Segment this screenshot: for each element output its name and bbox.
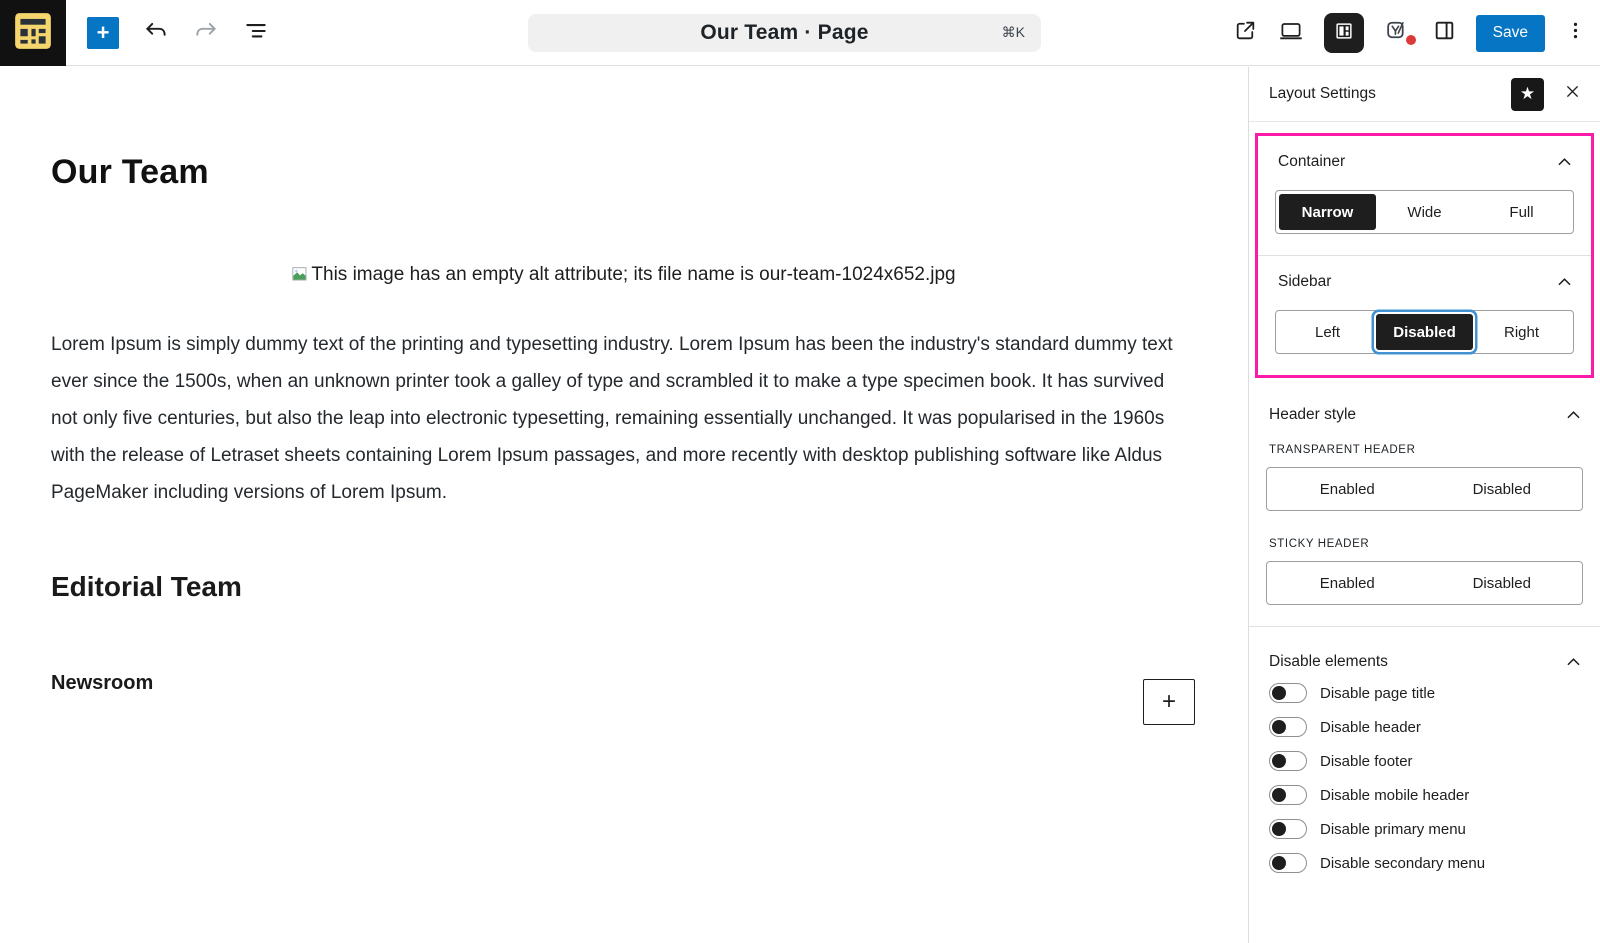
editor-top-bar <box>0 0 1600 66</box>
star-icon: ★ <box>1519 84 1536 103</box>
toggle-knob <box>1272 686 1286 700</box>
site-logo-icon <box>12 10 54 57</box>
toggle-row-disable-footer <box>1266 749 1583 773</box>
page-title[interactable]: Our Team <box>51 153 209 191</box>
toggle-label: Disable primary menu <box>1320 820 1466 838</box>
header-style-label: Header style <box>1269 406 1357 423</box>
command-shortcut: ⌘K <box>1001 24 1025 40</box>
sidebar-option-disabled[interactable]: Disabled <box>1376 314 1473 350</box>
toggle-row-disable-page-title <box>1266 681 1583 705</box>
disable-elements-panel <box>1249 626 1600 896</box>
document-title: Our Team · Page <box>700 21 869 44</box>
yoast-seo-button[interactable] <box>1383 20 1413 46</box>
toggle-label: Disable footer <box>1320 752 1413 770</box>
toggle-knob <box>1272 754 1286 768</box>
broken-image-alt-text: This image has an empty alt attribute; its file name is our-team-1024x652.jpg <box>311 264 956 285</box>
layout-icon <box>1333 20 1355 47</box>
sticky-header-disabled[interactable]: Disabled <box>1472 574 1531 592</box>
close-sidebar-button[interactable] <box>1559 81 1585 107</box>
kebab-menu-icon <box>1564 19 1587 47</box>
toggle-row-disable-secondary-menu <box>1266 851 1583 875</box>
toggle-label: Disable header <box>1320 718 1421 736</box>
sidebar-header <box>1249 67 1600 122</box>
transparent-header-control <box>1266 467 1583 511</box>
sidebar-panel-header[interactable] <box>1275 271 1574 291</box>
redo-icon <box>193 18 219 49</box>
favorite-button[interactable] <box>1511 78 1544 111</box>
block-inserter-button[interactable] <box>87 17 119 49</box>
broken-image-block[interactable] <box>0 264 1248 289</box>
container-option-wide[interactable]: Wide <box>1407 203 1442 221</box>
sidebar-segmented-control <box>1275 310 1574 354</box>
layout-settings-button[interactable] <box>1324 13 1364 53</box>
transparent-header-label: TRANSPARENT HEADER <box>1269 444 1416 456</box>
toggle-label: Disable secondary menu <box>1320 854 1486 872</box>
heading-newsroom[interactable]: Newsroom <box>51 672 154 694</box>
disable-mobile-header-toggle[interactable] <box>1269 785 1307 805</box>
save-button[interactable]: Save <box>1476 15 1545 52</box>
layout-settings-sidebar <box>1248 67 1600 943</box>
heading-editorial-team[interactable]: Editorial Team <box>51 571 242 602</box>
notification-dot <box>1406 35 1416 45</box>
options-menu-button[interactable] <box>1564 19 1587 47</box>
settings-sidebar-toggle[interactable] <box>1432 18 1457 48</box>
undo-button[interactable] <box>143 18 169 49</box>
toggle-knob <box>1272 788 1286 802</box>
transparent-header-disabled[interactable]: Disabled <box>1472 480 1531 498</box>
toggle-label: Disable page title <box>1320 684 1436 702</box>
disable-header-toggle[interactable] <box>1269 717 1307 737</box>
container-panel-header[interactable] <box>1275 151 1574 171</box>
list-view-icon <box>243 18 269 49</box>
toggle-label: Disable mobile header <box>1320 786 1470 804</box>
disable-elements-header[interactable] <box>1266 651 1583 671</box>
sidebar-panel-label: Sidebar <box>1278 273 1332 290</box>
editor-canvas[interactable] <box>0 67 1248 943</box>
laptop-icon <box>1277 17 1305 50</box>
paragraph-block[interactable]: Lorem Ipsum is simply dummy text of the printing and typesetting industry. Lorem Ipsum has been the industry's standard dummy text ever since the 1500s, when an unknown printer took a galley of type and scrambled it to make a type specimen book. It has survived not only five centuries, but also the leap into electronic typesetting, remaining essentially unchanged. It was popularised in the 1960s with the release of Letraset sheets containing Lorem Ipsum passages, and more recently with desktop publishing software like Aldus PageMaker including versions of Lorem Ipsum. <box>51 334 1173 503</box>
sidebar-panel <box>1258 255 1591 375</box>
sticky-header-control <box>1266 561 1583 605</box>
container-segmented-control <box>1275 190 1574 234</box>
sidebar-option-right[interactable]: Right <box>1503 323 1540 341</box>
disable-footer-toggle[interactable] <box>1269 751 1307 771</box>
toggle-row-disable-header <box>1266 715 1583 739</box>
sidebar-option-left[interactable]: Left <box>1314 323 1341 341</box>
toggle-row-disable-primary-menu <box>1266 817 1583 841</box>
preview-button[interactable] <box>1277 17 1305 50</box>
chevron-up-icon <box>1567 406 1580 424</box>
plus-icon: + <box>1161 688 1176 715</box>
broken-image-icon <box>292 266 309 289</box>
toggle-row-disable-mobile-header <box>1266 783 1583 807</box>
disable-primary-menu-toggle[interactable] <box>1269 819 1307 839</box>
external-link-icon <box>1233 18 1258 48</box>
highlight-annotation-box <box>1255 133 1594 378</box>
plus-icon: + <box>96 20 110 45</box>
close-icon <box>1563 82 1582 106</box>
site-logo[interactable] <box>0 0 66 66</box>
disable-elements-label: Disable elements <box>1269 653 1388 670</box>
disable-secondary-menu-toggle[interactable] <box>1269 853 1307 873</box>
toggle-knob <box>1272 822 1286 836</box>
header-style-panel-header[interactable] <box>1266 404 1583 424</box>
sidebar-title: Layout Settings <box>1269 85 1376 102</box>
sticky-header-enabled[interactable]: Enabled <box>1319 574 1375 592</box>
disable-page-title-toggle[interactable] <box>1269 683 1307 703</box>
list-view-button[interactable] <box>243 18 269 49</box>
transparent-header-enabled[interactable]: Enabled <box>1319 480 1375 498</box>
toggle-knob <box>1272 856 1286 870</box>
chevron-up-icon <box>1558 153 1571 171</box>
chevron-up-icon <box>1558 273 1571 291</box>
command-center[interactable] <box>528 14 1041 52</box>
chevron-up-icon <box>1567 653 1580 671</box>
add-block-button[interactable] <box>1143 679 1195 725</box>
yoast-icon <box>1384 17 1411 49</box>
sidebar-panel-icon <box>1432 18 1457 48</box>
container-option-narrow[interactable]: Narrow <box>1279 194 1376 230</box>
sticky-header-label: STICKY HEADER <box>1269 538 1370 550</box>
toggle-knob <box>1272 720 1286 734</box>
undo-icon <box>143 18 169 49</box>
container-option-full[interactable]: Full <box>1509 203 1534 221</box>
header-style-panel <box>1249 378 1600 626</box>
container-panel <box>1258 136 1591 255</box>
view-site-button[interactable] <box>1233 18 1258 48</box>
redo-button[interactable] <box>193 18 219 49</box>
container-panel-label: Container <box>1278 153 1346 170</box>
